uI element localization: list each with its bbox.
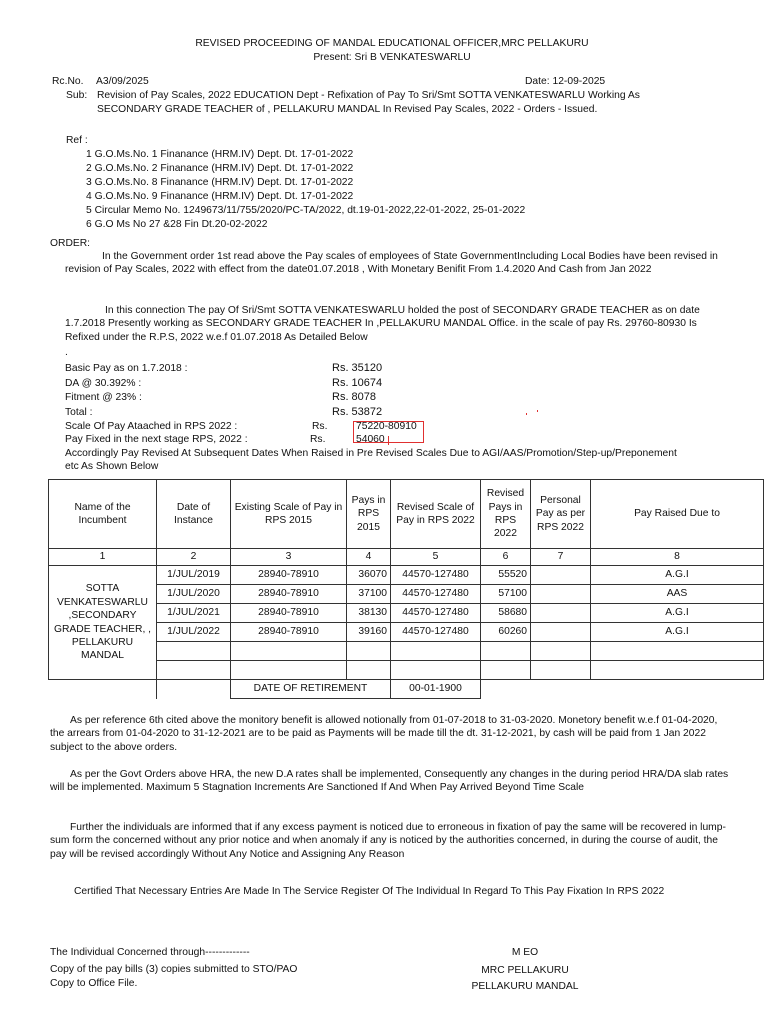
- date-cell: 1/JUL/2022: [157, 623, 231, 642]
- header-cell: Pay Raised Due to: [591, 480, 764, 549]
- red-mark: [526, 413, 527, 415]
- pay-2015-cell: 38130: [347, 604, 391, 623]
- date-cell: 1/JUL/2020: [157, 585, 231, 604]
- certification-line: Certified That Necessary Entries Are Made In The Service Register Of The Individual In Regard To This Pay Fixation In RPS 2022: [74, 886, 665, 897]
- column-number: 3: [231, 549, 347, 566]
- ref-label: Ref :: [66, 135, 88, 146]
- reason-cell: A.G.I: [591, 623, 764, 642]
- scale-rs: Rs.: [312, 421, 328, 432]
- accordingly-paragraph: Accordingly Pay Revised At Subsequent Dates When Raised in Pre Revised Scales Due to AGI/AAS/Promotion/Step-up/Preponement etc As Shown Below: [65, 448, 677, 473]
- existing-scale-cell: 28940-78910: [231, 604, 347, 623]
- hra-paragraph: As per the Govt Orders above HRA, the new D.A rates shall be implemented, Consequently any changes in the during period HRA/DA slab rates will be implemented. Maximum 5 Stagnation Increments Are Sanctioned If And When Pay Arrived Beyond Time Scale: [50, 769, 729, 794]
- revised-scale-cell: 44570-127480: [391, 566, 481, 585]
- header-cell: Existing Scale of Pay in RPS 2015: [231, 480, 347, 549]
- revised-scale-cell: 44570-127480: [391, 585, 481, 604]
- column-number: 8: [591, 549, 764, 566]
- fitment-label: Fitment @ 23% :: [65, 392, 142, 403]
- subject-line-2: SECONDARY GRADE TEACHER of , PELLAKURU MANDAL In Revised Pay Scales, 2022 - Orders - Issued.: [97, 104, 598, 115]
- fitment-value: Rs. 8078: [332, 391, 377, 403]
- pay-fixed-value: 54060: [356, 434, 385, 445]
- retirement-row: [49, 680, 764, 699]
- scale-of-pay-value: 75220-80910: [356, 421, 417, 432]
- retirement-date: 00-01-1900: [391, 680, 481, 699]
- document-title: REVISED PROCEEDING OF MANDAL EDUCATIONAL OFFICER,MRC PELLAKURU: [195, 38, 589, 49]
- ref-item: 3 G.O.Ms.No. 8 Finanance (HRM.IV) Dept. Dt. 17-01-2022: [86, 177, 354, 188]
- order-paragraph-1: In the Government order 1st read above the Pay scales of employees of State GovernmentIncluding Local Bodies have been revised in revision of Pay Scales, 2022 with effect from the date01.07.2018 , With Monetary Benifit From 1.4.2020 And Cash from Jan 2022: [65, 251, 718, 276]
- order-label: ORDER:: [50, 238, 91, 249]
- personal-pay-cell: [531, 604, 591, 623]
- individual-concerned-line: The Individual Concerned through-------------: [50, 947, 250, 958]
- ref-item: 4 G.O.Ms.No. 9 Finanance (HRM.IV) Dept. Dt. 17-01-2022: [86, 191, 354, 202]
- header-cell: Date of Instance: [157, 480, 231, 549]
- existing-scale-cell: 28940-78910: [231, 585, 347, 604]
- pay-fixed-label: Pay Fixed in the next stage RPS, 2022 :: [65, 434, 248, 445]
- order-date: Date: 12-09-2025: [525, 76, 606, 87]
- total-value: Rs. 53872: [332, 406, 383, 418]
- basic-pay-label: Basic Pay as on 1.7.2018 :: [65, 363, 188, 374]
- basic-pay-value: Rs. 35120: [332, 362, 383, 374]
- pay-2022-cell: 58680: [481, 604, 531, 623]
- date-cell: 1/JUL/2021: [157, 604, 231, 623]
- incumbent-name: SOTTA VENKATESWARLU ,SECONDARY GRADE TEACHER, , PELLAKURU MANDAL: [49, 566, 157, 680]
- subject-label: Sub:: [66, 90, 88, 101]
- table-row: [49, 566, 764, 585]
- personal-pay-cell: [531, 566, 591, 585]
- reason-cell: AAS: [591, 585, 764, 604]
- excess-payment-paragraph: Further the individuals are informed that if any excess payment is noticed due to erroneous in fixation of pay the same will be recovered in lump-sum form the concerned without any prior notice and when anomaly if any is noticed by the authorities concerned, in during the course of audit, the pay will be revised accordingly Without Any Notice and Assigning Any Reason: [50, 822, 726, 860]
- pay-2022-cell: 55520: [481, 566, 531, 585]
- column-number: 7: [531, 549, 591, 566]
- ref-item: 5 Circular Memo No. 1249673/11/755/2020/PC-TA/2022, dt.19-01-2022,22-01-2022, 25-01-2022: [86, 205, 526, 216]
- table-header-row: [49, 480, 764, 549]
- pay-2015-cell: 36070: [347, 566, 391, 585]
- empty-row: [49, 661, 764, 680]
- signatory-office: MRC PELLAKURU: [481, 965, 569, 976]
- table-row: [49, 604, 764, 623]
- column-number-row: [49, 549, 764, 566]
- header-cell: Personal Pay as per RPS 2022: [531, 480, 591, 549]
- signatory-title: M EO: [511, 947, 539, 958]
- monetary-benefit-paragraph: As per reference 6th cited above the monitory benefit is allowed notionally from 01-07-2018 to 31-03-2020. Monetory benefit w.e.f 01-04-2020, the arrears from 01-04-2020 to 31-12-2021 are to be paid as Payments will be made till the dt. 31-12-2021, by cash will be paid from 1 Jan 2022 subject to the above orders.: [50, 715, 718, 753]
- present-line: Present: Sri B VENKATESWARLU: [313, 52, 471, 63]
- reason-cell: A.G.I: [591, 566, 764, 585]
- column-number: 4: [347, 549, 391, 566]
- header-cell: Pays in RPS 2015: [347, 480, 391, 549]
- reason-cell: A.G.I: [591, 604, 764, 623]
- pay-2015-cell: 37100: [347, 585, 391, 604]
- signatory-mandal: PELLAKURU MANDAL: [471, 981, 579, 992]
- column-number: 6: [481, 549, 531, 566]
- da-value: Rs. 10674: [332, 377, 383, 389]
- da-label: DA @ 30.392% :: [65, 378, 142, 389]
- pay-2015-cell: 39160: [347, 623, 391, 642]
- ref-item: 1 G.O.Ms.No. 1 Finanance (HRM.IV) Dept. Dt. 17-01-2022: [86, 149, 354, 160]
- pay-revision-table: [48, 479, 764, 699]
- highlight-tick: [388, 436, 389, 445]
- stray-dot: .: [65, 347, 68, 358]
- column-number: 2: [157, 549, 231, 566]
- ref-item: 2 G.O.Ms.No. 2 Finanance (HRM.IV) Dept. Dt. 17-01-2022: [86, 163, 354, 174]
- table-row: [49, 585, 764, 604]
- existing-scale-cell: 28940-78910: [231, 623, 347, 642]
- rc-no-value: A3/09/2025: [96, 76, 149, 87]
- revised-scale-cell: 44570-127480: [391, 623, 481, 642]
- revised-scale-cell: 44570-127480: [391, 604, 481, 623]
- pay-2022-cell: 60260: [481, 623, 531, 642]
- scale-of-pay-label: Scale Of Pay Ataached in RPS 2022 :: [65, 421, 238, 432]
- copy-pay-bills-line: Copy of the pay bills (3) copies submitted to STO/PAO: [50, 964, 298, 975]
- date-cell: 1/JUL/2019: [157, 566, 231, 585]
- total-label: Total :: [65, 407, 93, 418]
- empty-row: [49, 642, 764, 661]
- copy-office-file-line: Copy to Office File.: [50, 978, 138, 989]
- personal-pay-cell: [531, 585, 591, 604]
- personal-pay-cell: [531, 623, 591, 642]
- ref-item: 6 G.O Ms No 27 &28 Fin Dt.20-02-2022: [86, 219, 268, 230]
- pay-2022-cell: 57100: [481, 585, 531, 604]
- rc-no-label: Rc.No.: [52, 76, 84, 87]
- pay-fixed-rs: Rs.: [310, 434, 326, 445]
- existing-scale-cell: 28940-78910: [231, 566, 347, 585]
- column-number: 5: [391, 549, 481, 566]
- red-mark: [537, 410, 538, 412]
- table-row: [49, 623, 764, 642]
- header-cell: Revised Pays in RPS 2022: [481, 480, 531, 549]
- retirement-label: DATE OF RETIREMENT: [231, 680, 391, 699]
- column-number: 1: [49, 549, 157, 566]
- header-cell: Name of the Incumbent: [49, 480, 157, 549]
- order-paragraph-2: In this connection The pay Of Sri/Smt SOTTA VENKATESWARLU holded the post of SECONDARY GRADE TEACHER as on date 1.7.2018 Presently working as SECONDARY GRADE TEACHER In ,PELLAKURU MANDAL Office. in the scale of pay Rs. 29760-80930 Is Refixed under the R.P.S, 2022 w.e.f 01.07.2018 As Detailed Below: [65, 305, 700, 343]
- subject-line-1: Revision of Pay Scales, 2022 EDUCATION Dept - Refixation of Pay To Sri/Smt SOTTA VENKATESWARLU Working As: [97, 90, 640, 101]
- header-cell: Revised Scale of Pay in RPS 2022: [391, 480, 481, 549]
